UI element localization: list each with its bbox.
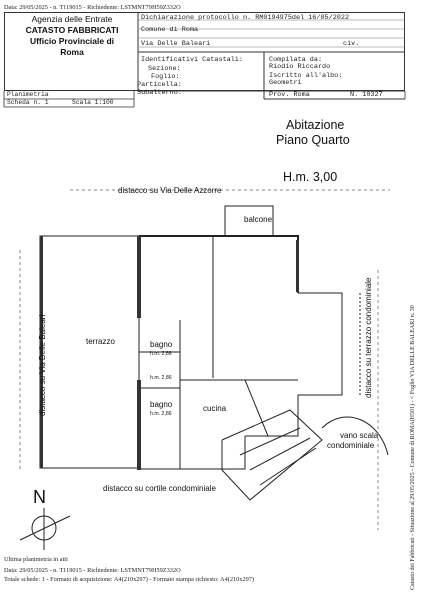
scala-label: Scala 1:100 <box>72 99 114 106</box>
wall-fill-1 <box>137 236 141 318</box>
cucina-label: cucina <box>203 404 227 413</box>
right-distance-label: distacco su terrazzo condominiale <box>364 277 373 398</box>
kitchen-diagonal <box>245 380 268 436</box>
vano-scala-label: vano scala <box>340 431 379 440</box>
stair-line-1 <box>240 428 300 455</box>
side-situation-stamp: Catasto dei Fabbricati - Situazione al 29/05/2025 - Comune di ROMA(H501) - < Foglio VIA DELLE BALEARI n. 30 <box>410 305 416 590</box>
compilatore-name: Riodio Riccardo <box>269 63 331 71</box>
comune-field: Comune di Roma <box>141 26 199 34</box>
bottom-distance-label: distacco su cortile condominiale <box>103 484 216 493</box>
iscritto-label: Iscritto all'albo: <box>269 72 343 80</box>
abitazione-label: Abitazione <box>286 118 345 132</box>
ufficio-label: Ufficio Provinciale di <box>29 36 115 46</box>
wall-fill-3 <box>296 240 299 292</box>
piano-label: Piano Quarto <box>276 133 350 147</box>
bagno2-height: h.m. 2,86 <box>150 411 172 417</box>
numero-albo: N. 10327 <box>350 91 383 99</box>
catasto-title: CATASTO FABBRICATI <box>25 25 119 35</box>
compilata-label: Compilata da: <box>269 56 323 64</box>
apartment-top-wall <box>139 236 298 293</box>
terrazzo-label: terrazzo <box>86 337 115 346</box>
stair-line-3 <box>260 448 316 485</box>
north-arrow <box>20 508 70 550</box>
albo-name: Geometri <box>269 79 302 87</box>
bottom-request-stamp: Data: 29/05/2025 - n. T119015 - Richiedente: LSTMNT79H59Z332O <box>4 567 181 574</box>
stair-line-2 <box>250 438 310 470</box>
north-label: N <box>33 487 46 507</box>
last-planimetry-note: Ultima planimetria in atti <box>4 556 68 563</box>
planimetria-label: Planimetria <box>7 91 49 98</box>
north-cross <box>20 516 70 540</box>
sezione-label: Sezione: <box>148 65 181 73</box>
provincia-field: Prov. Roma <box>269 91 310 99</box>
agency-name: Agenzia delle Entrate <box>31 14 113 24</box>
dichiarazione-protocollo: Dichiarazione protocollo n. RM0194975del 16/05/2022 <box>141 14 350 22</box>
bagno1-label: bagno <box>150 340 173 349</box>
foglio-label: Foglio: <box>151 73 180 81</box>
mid-height: h.m. 2,86 <box>150 375 172 381</box>
right-room-wall <box>298 293 342 436</box>
scheda-label: Scheda n. 1 <box>7 99 49 106</box>
civ-field: civ. <box>343 40 360 48</box>
subalterno-label: Subalterno: <box>137 89 182 97</box>
vano-condominiale-label: condominiale <box>327 441 375 450</box>
city-label: Roma <box>60 47 84 57</box>
particella-label: Particella: <box>137 81 182 89</box>
via-field: Via Delle Baleari <box>141 40 211 48</box>
top-request-stamp: Data: 29/05/2025 - n. T119015 - Richiedente: LSTMNT79H59Z332O <box>4 4 181 11</box>
left-distance-label: distacco su Via Delle Baleari <box>38 314 47 416</box>
bagno1-height: h.m. 2,86 <box>150 351 172 357</box>
bagno2-label: bagno <box>150 400 173 409</box>
height-label: H.m. 3,00 <box>283 170 338 184</box>
identificativi-label: Identificativi Catastali: <box>141 56 243 64</box>
stairwell-outline <box>222 410 322 500</box>
top-distance-label: distacco su Via Delle Azzorre <box>118 186 222 195</box>
terrazzo-outline <box>40 236 139 468</box>
balcone-label: balcone <box>244 215 273 224</box>
bottom-format-stamp: Totale schede: 1 - Formato di acquisizione: A4(210x297) - Formato stampa richiesto: A4(210x297) <box>4 576 254 583</box>
wall-fill-2 <box>137 380 141 470</box>
